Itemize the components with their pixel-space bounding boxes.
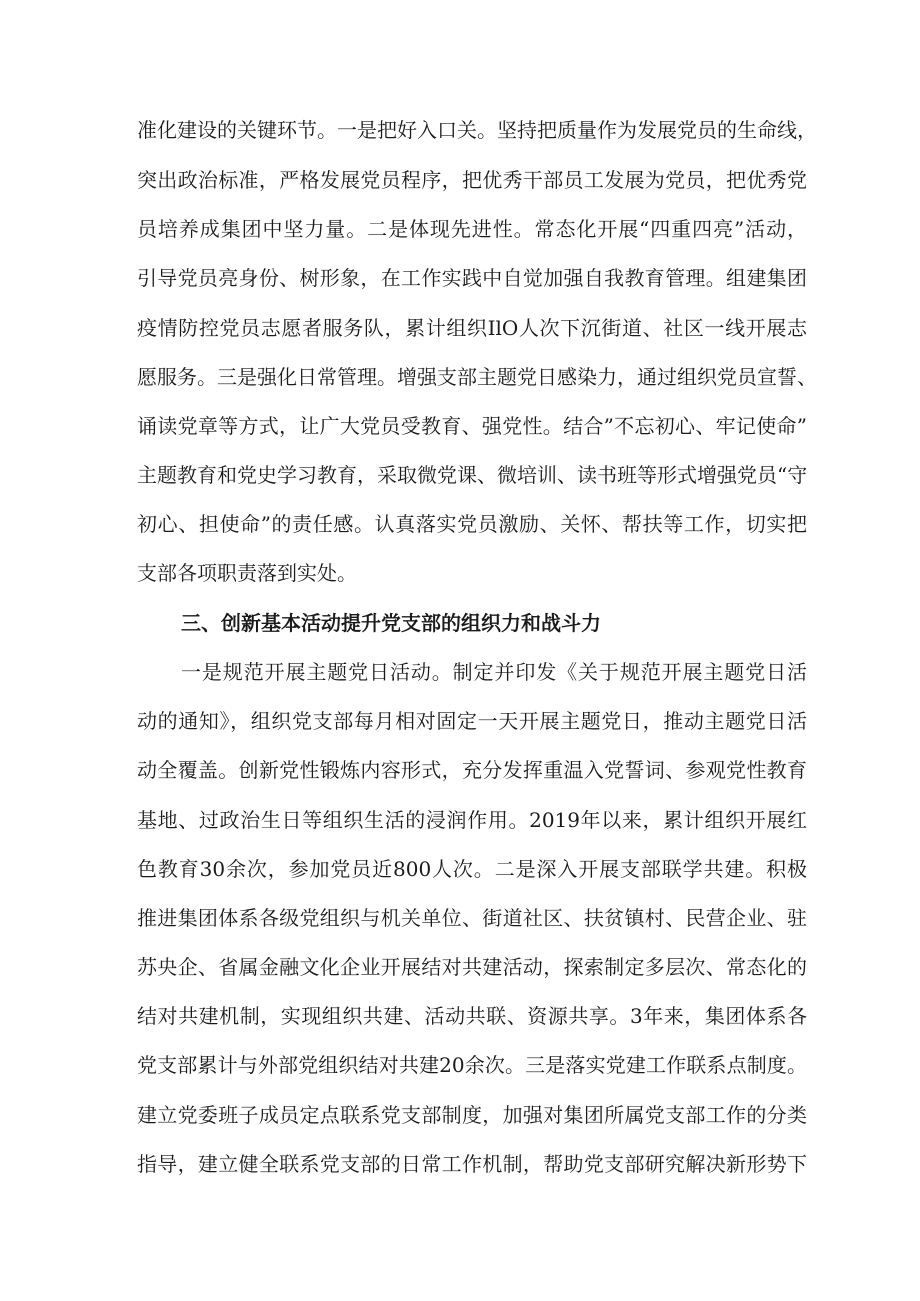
text-line: 动全覆盖。创新党性锻炼内容形式，充分发挥重温入党誓词、参观党性教育 bbox=[137, 758, 807, 782]
text-line: 苏央企、省属金融文化企业开展结对共建活动，探索制定多层次、常态化的 bbox=[137, 955, 807, 979]
text-line: 支部各项职责落到实处。 bbox=[137, 561, 357, 585]
text-line: 一是规范开展主题党日活动。制定并印发《关于规范开展主题党日活 bbox=[181, 660, 807, 684]
text-line: 突出政治标准，严格发展党员程序，把优秀干部员工发展为党员，把优秀党 bbox=[137, 168, 807, 192]
text-line: 结对共建机制，实现组织共建、活动共联、资源共享。3年来，集团体系各 bbox=[137, 1004, 807, 1028]
text-line: 色教育30余次，参加党员近800人次。二是深入开展支部联学共建。积极 bbox=[137, 857, 807, 881]
text-line: 基地、过政治生日等组织生活的浸润作用。2019年以来，累计组织开展红 bbox=[137, 808, 807, 832]
text-line: 主题教育和党史学习教育，采取微党课、微培训、读书班等形式增强党员“守 bbox=[137, 463, 808, 487]
text-line: 员培养成集团中坚力量。二是体现先进性。常态化开展“四重四亮”活动， bbox=[137, 217, 807, 241]
text-line: 初心、担使命”的责任感。认真落实党员激励、关怀、帮扶等工作，切实把 bbox=[137, 512, 807, 536]
text-line: 诵读党章等方式，让广大党员受教育、强党性。结合”不忘初心、牢记使命” bbox=[137, 414, 807, 438]
text-line: 推进集团体系各级党组织与机关单位、街道社区、扶贫镇村、民营企业、驻 bbox=[137, 906, 807, 930]
text-line: 疫情防控党员志愿者服务队，累计组织IlO人次下沉街道、社区一线开展志 bbox=[137, 316, 807, 340]
text-line: 准化建设的关键环节。一是把好入口关。坚持把质量作为发展党员的生命线， bbox=[137, 118, 817, 142]
text-line: 引导党员亮身份、树形象，在工作实践中自觉加强自我教育管理。组建集团 bbox=[137, 266, 807, 290]
text-line: 愿服务。三是强化日常管理。增强支部主题党日感染力，通过组织党员宣誓、 bbox=[137, 365, 817, 389]
text-line: 指导，建立健全联系党支部的日常工作机制，帮助党支部研究解决新形势下 bbox=[137, 1152, 807, 1176]
text-line: 党支部累计与外部党组织结对共建20余次。三是落实党建工作联系点制度。 bbox=[137, 1053, 807, 1077]
section-heading: 三、创新基本活动提升党支部的组织力和战斗力 bbox=[181, 611, 601, 635]
text-line: 动的通知》，组织党支部每月相对固定一天开展主题党日，推动主题党日活 bbox=[137, 709, 807, 733]
text-line: 建立党委班子成员定点联系党支部制度，加强对集团所属党支部工作的分类 bbox=[137, 1103, 807, 1127]
